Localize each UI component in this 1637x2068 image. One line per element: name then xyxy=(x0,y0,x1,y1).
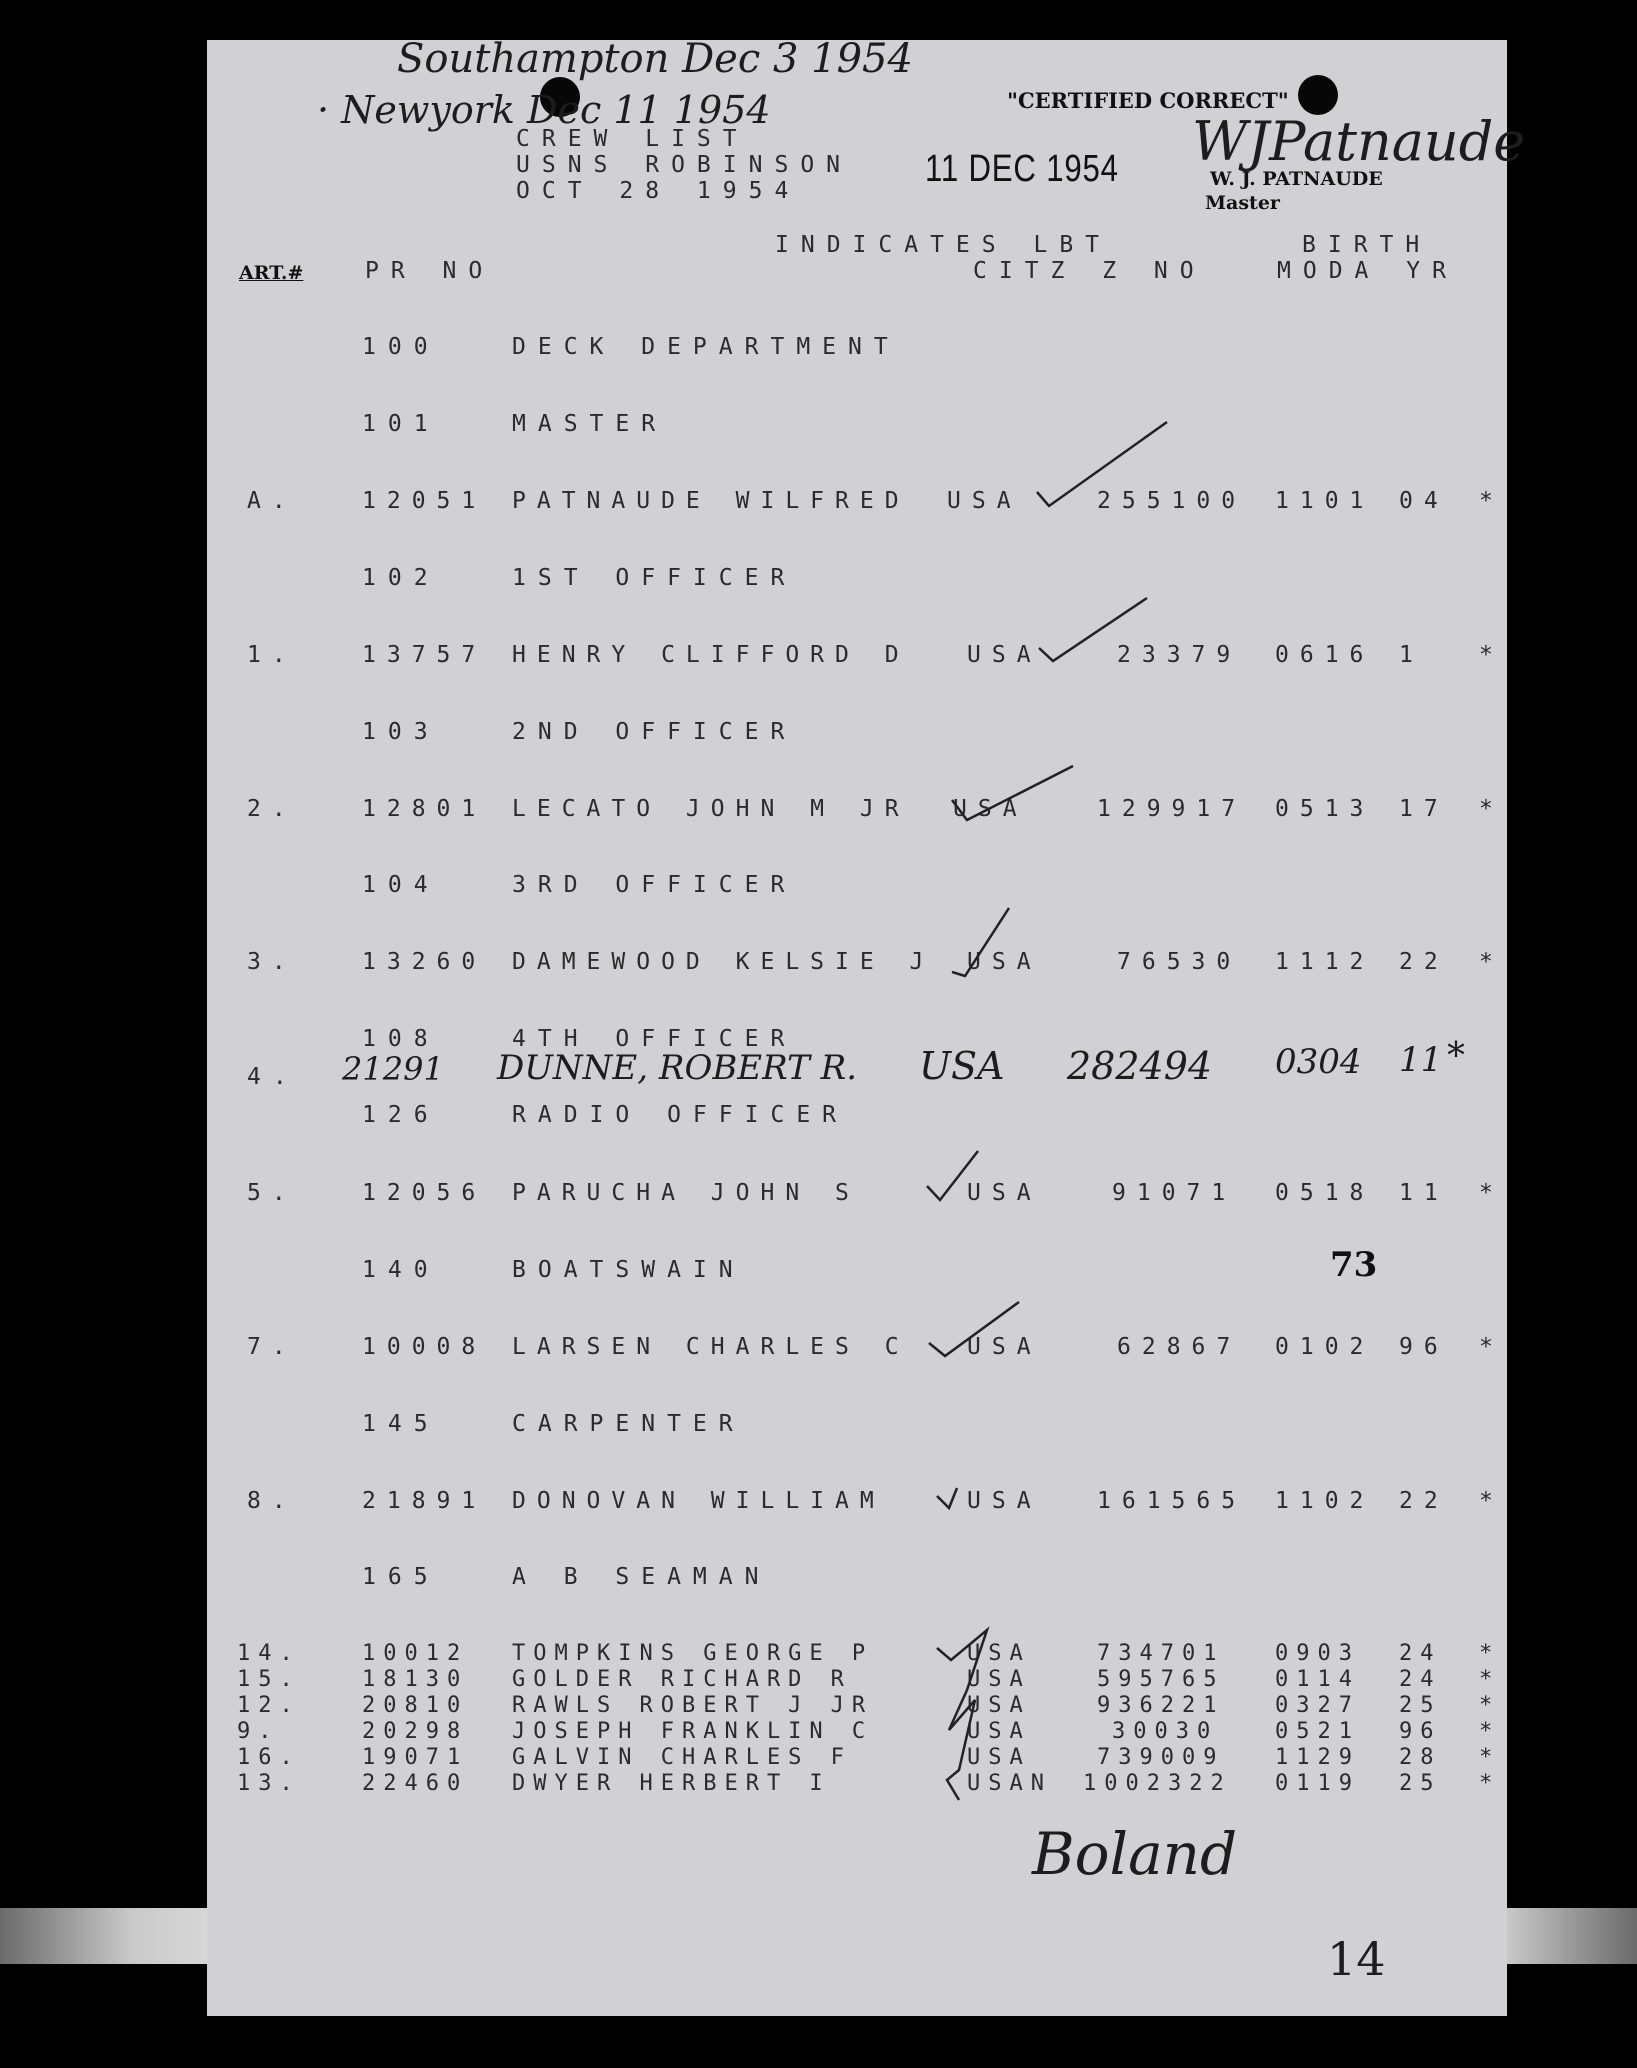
birth-moda: 1129 xyxy=(1275,1745,1360,1770)
art-number: 1. xyxy=(247,642,297,668)
check-mark-icon xyxy=(937,1630,987,1800)
z-number: 936221 xyxy=(1097,1693,1225,1718)
crew-name: TOMPKINS GEORGE P xyxy=(512,1641,874,1666)
birth-yr: 1 xyxy=(1399,642,1424,668)
citizenship: USA xyxy=(967,1745,1031,1770)
section-label: MASTER xyxy=(512,411,668,437)
z-number: 76530 xyxy=(1117,949,1242,975)
row-mark: * xyxy=(1479,1641,1501,1666)
master-signature: WJPatnaude xyxy=(1192,110,1526,173)
crew-name: RAWLS ROBERT J JR xyxy=(512,1693,874,1718)
pr-number: 12801 xyxy=(362,796,487,822)
pr-number: 19071 xyxy=(362,1745,469,1770)
row-mark: * xyxy=(1479,1719,1501,1744)
col-pr-no: PR NO xyxy=(365,258,495,284)
citizenship: USAN xyxy=(967,1771,1052,1796)
crew-name: LECATO JOHN M JR xyxy=(512,796,910,822)
birth-yr: 24 xyxy=(1399,1667,1442,1692)
citizenship: USA xyxy=(967,642,1042,668)
birth-yr: 28 xyxy=(1399,1745,1442,1770)
row-mark: * xyxy=(1479,1771,1501,1796)
citizenship: USA xyxy=(967,949,1042,975)
handwritten-port-southampton: Southampton Dec 3 1954 xyxy=(397,36,913,82)
section-code: 102 xyxy=(362,565,440,591)
birth-moda: 1101 xyxy=(1275,488,1375,514)
pr-number: 21291 xyxy=(342,1050,444,1088)
check-mark-icon xyxy=(1037,422,1167,506)
certified-correct-stamp: "CERTIFIED CORRECT" xyxy=(1007,88,1289,113)
date-stamp: 11 DEC 1954 xyxy=(925,148,1119,190)
art-number: 7. xyxy=(247,1334,297,1360)
citizenship: USA xyxy=(967,1334,1042,1360)
z-number: 739009 xyxy=(1097,1745,1225,1770)
birth-moda: 1112 xyxy=(1275,949,1375,975)
check-mark-icon xyxy=(952,908,1009,976)
pr-number: 22460 xyxy=(362,1771,469,1796)
page-number: 14 xyxy=(1327,1932,1386,1986)
z-number: 129917 xyxy=(1097,796,1247,822)
check-mark-icon xyxy=(929,1302,1019,1356)
row-mark: * xyxy=(1479,796,1504,822)
check-mark-icon xyxy=(927,1151,978,1200)
art-number: 5. xyxy=(247,1180,297,1206)
section-code: 104 xyxy=(362,872,440,898)
pr-number: 13260 xyxy=(362,949,487,975)
z-number: 23379 xyxy=(1117,642,1242,668)
crew-name: GOLDER RICHARD R xyxy=(512,1667,852,1692)
col-indicates-lbt: INDICATES LBT xyxy=(775,232,1112,258)
footer-signature: Boland xyxy=(1032,1820,1238,1888)
pr-number: 20298 xyxy=(362,1719,469,1744)
master-label: Master xyxy=(1205,192,1280,214)
master-name: W. J. PATNAUDE xyxy=(1210,168,1383,190)
col-citz-z-no: CITZ Z NO xyxy=(973,258,1206,284)
crew-name: DONOVAN WILLIAM xyxy=(512,1488,885,1514)
crew-name: HENRY CLIFFORD D xyxy=(512,642,910,668)
birth-moda: 0616 xyxy=(1275,642,1375,668)
section-code: 126 xyxy=(362,1102,440,1128)
check-mark-icon xyxy=(1039,598,1147,661)
art-number: 3. xyxy=(247,949,297,975)
citizenship: USA xyxy=(953,796,1028,822)
section-label: CARPENTER xyxy=(512,1411,745,1437)
pr-number: 18130 xyxy=(362,1667,469,1692)
citizenship: USA xyxy=(967,1693,1031,1718)
birth-moda: 0114 xyxy=(1275,1667,1360,1692)
birth-yr: 24 xyxy=(1399,1641,1442,1666)
birth-moda: 0518 xyxy=(1275,1180,1375,1206)
z-number: 62867 xyxy=(1117,1334,1242,1360)
birth-moda: 0119 xyxy=(1275,1771,1360,1796)
row-mark: * xyxy=(1479,1334,1504,1360)
row-mark: * xyxy=(1479,1693,1501,1718)
birth-moda: 0102 xyxy=(1275,1334,1375,1360)
z-number: 255100 xyxy=(1097,488,1247,514)
section-label: 4TH OFFICER xyxy=(512,1026,797,1052)
art-number: A. xyxy=(247,488,297,514)
row-mark: * xyxy=(1479,949,1504,975)
row-mark: * xyxy=(1479,1745,1501,1770)
section-code: 140 xyxy=(362,1257,440,1283)
z-number: 91071 xyxy=(1112,1180,1237,1206)
citizenship: USA xyxy=(967,1667,1031,1692)
title-crew-list: CREW LIST xyxy=(516,126,749,152)
crew-name: PATNAUDE WILFRED xyxy=(512,488,910,514)
section-code: 145 xyxy=(362,1411,440,1437)
art-number: 13. xyxy=(237,1771,301,1796)
art-number: 16. xyxy=(237,1745,301,1770)
citizenship: USA xyxy=(947,488,1022,514)
section-label: DECK DEPARTMENT xyxy=(512,334,900,360)
birth-moda: 0327 xyxy=(1275,1693,1360,1718)
crew-name: GALVIN CHARLES F xyxy=(512,1745,852,1770)
citizenship: USA xyxy=(967,1641,1031,1666)
section-label: BOATSWAIN xyxy=(512,1257,745,1283)
pr-number: 21891 xyxy=(362,1488,487,1514)
section-code: 103 xyxy=(362,719,440,745)
row-mark: * xyxy=(1447,1036,1465,1077)
pr-number: 13757 xyxy=(362,642,487,668)
pr-number: 10008 xyxy=(362,1334,487,1360)
art-number: 9. xyxy=(237,1719,280,1744)
birth-yr: 96 xyxy=(1399,1719,1442,1744)
crew-name: JOSEPH FRANKLIN C xyxy=(512,1719,874,1744)
z-number: 161565 xyxy=(1097,1488,1247,1514)
col-moda-yr: MODA YR xyxy=(1277,258,1458,284)
birth-moda: 0903 xyxy=(1275,1641,1360,1666)
crew-name: LARSEN CHARLES C xyxy=(512,1334,910,1360)
title-vessel: USNS ROBINSON xyxy=(516,152,853,178)
citizenship: USA xyxy=(967,1488,1042,1514)
crew-name: DUNNE, ROBERT R. xyxy=(497,1048,858,1088)
birth-yr: 25 xyxy=(1399,1693,1442,1718)
row-mark: * xyxy=(1479,1667,1501,1692)
birth-yr: 11 xyxy=(1399,1180,1449,1206)
check-mark-icon xyxy=(952,766,1073,820)
crew-name: PARUCHA JOHN S xyxy=(512,1180,860,1206)
birth-moda: 1102 xyxy=(1275,1488,1375,1514)
section-label: 1ST OFFICER xyxy=(512,565,797,591)
check-marks-layer xyxy=(207,40,1507,2016)
birth-yr: 17 xyxy=(1399,796,1449,822)
pr-number: 10012 xyxy=(362,1641,469,1666)
crew-list-document xyxy=(207,36,1526,2016)
z-number: 1002322 xyxy=(1083,1771,1232,1796)
z-number: 595765 xyxy=(1097,1667,1225,1692)
stamped-number: 73 xyxy=(1330,1245,1378,1285)
section-label: RADIO OFFICER xyxy=(512,1102,849,1128)
row-mark: * xyxy=(1479,488,1504,514)
citizenship: USA xyxy=(967,1719,1031,1744)
row-mark: * xyxy=(1479,1180,1504,1206)
z-number: 282494 xyxy=(1067,1044,1213,1088)
pr-number: 12051 xyxy=(362,488,487,514)
z-number: 30030 xyxy=(1112,1719,1219,1744)
citizenship: USA xyxy=(967,1180,1042,1206)
birth-yr: 04 xyxy=(1399,488,1449,514)
crew-name: DAMEWOOD KELSIE J xyxy=(512,949,935,975)
section-label: 3RD OFFICER xyxy=(512,872,797,898)
pr-number: 12056 xyxy=(362,1180,487,1206)
section-code: 165 xyxy=(362,1564,440,1590)
section-label: 2ND OFFICER xyxy=(512,719,797,745)
section-label: A B SEAMAN xyxy=(512,1564,771,1590)
birth-yr: 25 xyxy=(1399,1771,1442,1796)
birth-moda: 0304 xyxy=(1275,1042,1362,1082)
pr-number: 20810 xyxy=(362,1693,469,1718)
col-art-no: ART.# xyxy=(239,262,304,284)
row-mark: * xyxy=(1479,642,1504,668)
art-number: 8. xyxy=(247,1488,297,1514)
z-number: 734701 xyxy=(1097,1641,1225,1666)
birth-yr: 96 xyxy=(1399,1334,1449,1360)
check-mark-icon xyxy=(937,1488,957,1508)
birth-yr: 11 xyxy=(1399,1040,1443,1080)
art-number: 12. xyxy=(237,1693,301,1718)
citizenship: USA xyxy=(919,1044,1005,1088)
crew-name: DWYER HERBERT I xyxy=(512,1771,831,1796)
art-number: 2. xyxy=(247,796,297,822)
col-birth: BIRTH xyxy=(1302,232,1432,258)
art-number: 14. xyxy=(237,1641,301,1666)
section-code: 108 xyxy=(362,1026,440,1052)
birth-moda: 0513 xyxy=(1275,796,1375,822)
section-code: 101 xyxy=(362,411,440,437)
row-mark: * xyxy=(1479,1488,1504,1514)
art-number: 4. xyxy=(247,1064,299,1090)
birth-yr: 22 xyxy=(1399,949,1449,975)
title-date: OCT 28 1954 xyxy=(516,178,801,204)
birth-moda: 0521 xyxy=(1275,1719,1360,1744)
section-code: 100 xyxy=(362,334,440,360)
handwritten-port-newyork: · Newyork Dec 11 1954 xyxy=(317,88,771,132)
art-number: 15. xyxy=(237,1667,301,1692)
birth-yr: 22 xyxy=(1399,1488,1449,1514)
